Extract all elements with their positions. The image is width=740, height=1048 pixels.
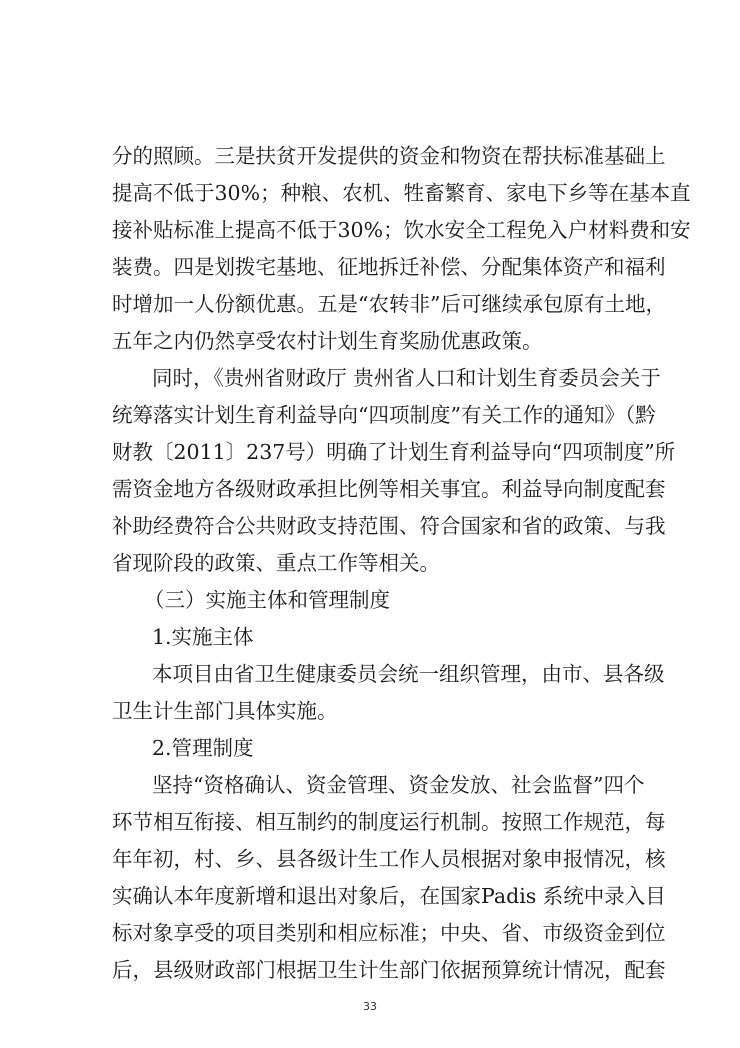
section-heading: （三）实施主体和管理制度 — [144, 588, 390, 612]
paragraph-line: 环节相互衔接、相互制约的制度运行机制。按照工作规范，每 — [112, 810, 666, 834]
paragraph-line: 标对象享受的项目类别和相应标准；中央、省、市级资金到位 — [112, 921, 666, 945]
subsection-heading: 2.管理制度 — [152, 736, 254, 760]
paragraph-line: 本项目由省卫生健康委员会统一组织管理，由市、县各级 — [152, 662, 665, 686]
paragraph-line: 实确认本年度新增和退出对象后，在国家Padis 系统中录入目 — [112, 884, 666, 908]
paragraph-line: 年年初，村、乡、县各级计生工作人员根据对象申报情况，核 — [112, 847, 666, 871]
paragraph-line: 坚持“资格确认、资金管理、资金发放、社会监督”四个 — [152, 773, 645, 797]
paragraph-line: 后，县级财政部门根据卫生计生部门依据预算统计情况，配套 — [112, 958, 666, 982]
paragraph-line: 统筹落实计划生育利益导向“四项制度”有关工作的通知》（黔 — [112, 403, 656, 427]
subsection-heading: 1.实施主体 — [152, 625, 254, 649]
paragraph-line: 补助经费符合公共财政支持范围、符合国家和省的政策、与我 — [112, 514, 666, 538]
paragraph-line: 五年之内仍然享受农村计划生育奖励优惠政策。 — [112, 329, 543, 353]
paragraph-line: 省现阶段的政策、重点工作等相关。 — [112, 551, 440, 575]
paragraph-line: 装费。四是划拨宅基地、征地拆迁补偿、分配集体资产和福利 — [112, 255, 666, 279]
paragraph-line: 接补贴标准上提高不低于30%；饮水安全工程免入户材料费和安 — [112, 218, 691, 242]
paragraph-line: 同时，《贵州省财政厅 贵州省人口和计划生育委员会关于 — [152, 366, 661, 390]
paragraph-line: 分的照顾。三是扶贫开发提供的资金和物资在帮扶标准基础上 — [112, 144, 666, 168]
paragraph-line: 提高不低于30%；种粮、农机、牲畜繁育、家电下乡等在基本直 — [112, 181, 691, 205]
page-number: 33 — [363, 1000, 377, 1013]
paragraph-line: 时增加一人份额优惠。五是“农转非”后可继续承包原有土地， — [112, 292, 666, 316]
paragraph-line: 需资金地方各级财政承担比例等相关事宜。利益导向制度配套 — [112, 477, 666, 501]
paragraph-line: 财教〔2011〕237号）明确了计划生育利益导向“四项制度”所 — [112, 440, 676, 464]
paragraph-line: 卫生计生部门具体实施。 — [112, 699, 338, 723]
